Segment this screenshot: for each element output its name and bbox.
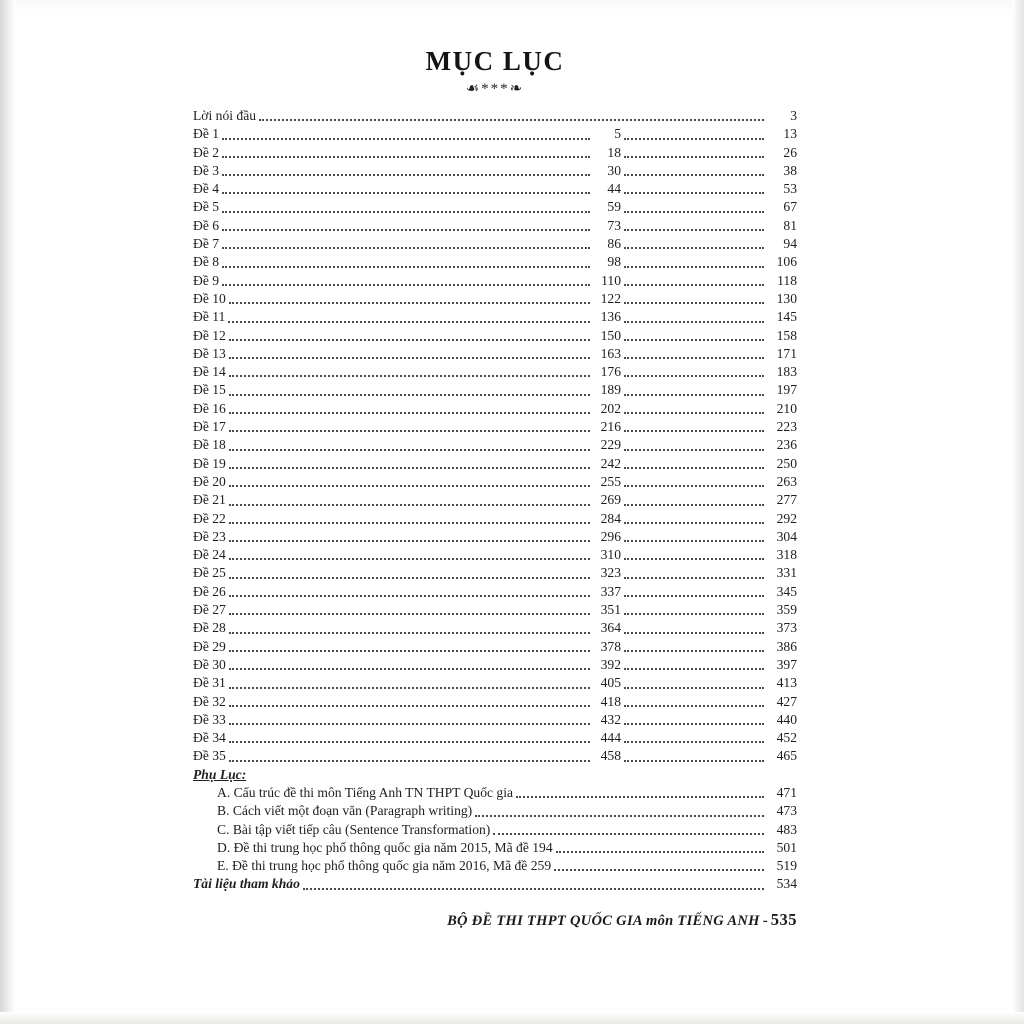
first-page-number: 5 [614, 126, 621, 142]
first-page-number: 242 [600, 455, 621, 471]
footer-page-number: 535 [770, 909, 797, 929]
page-title: MỤC LỤC [425, 46, 565, 76]
entry-label: Đề 17 [193, 419, 226, 435]
dotted-leader [624, 156, 764, 158]
last-page-number: 38 [783, 162, 797, 178]
toc-entry-row [193, 747, 797, 765]
dotted-leader [229, 558, 590, 560]
first-page-number: 18 [607, 144, 621, 160]
entry-label: Đề 3 [193, 162, 220, 178]
page-number: 473 [776, 803, 797, 819]
last-page-number: 183 [776, 364, 797, 380]
appendix-item-row [193, 802, 797, 820]
last-page-number: 81 [783, 217, 797, 233]
toc-entry-row [193, 491, 797, 509]
toc-entry-row [193, 381, 797, 399]
entry-label: Tài liệu tham khảo [193, 876, 300, 892]
dotted-leader [229, 687, 590, 689]
dotted-leader [624, 412, 764, 414]
last-page-number: 331 [776, 565, 797, 581]
toc-entry-row [193, 272, 797, 290]
toc-entry-row [193, 619, 797, 637]
entry-label: Đề 8 [193, 254, 220, 270]
dotted-leader [624, 321, 764, 323]
first-page-number: 98 [607, 254, 621, 270]
last-page-number: 373 [776, 620, 797, 636]
dotted-leader [229, 375, 590, 377]
last-page-number: 158 [776, 327, 797, 343]
toc-entry-row [193, 253, 797, 271]
last-page-number: 171 [776, 345, 797, 361]
page-number: 483 [776, 821, 797, 837]
dotted-leader [229, 595, 590, 597]
last-page-number: 427 [776, 693, 797, 709]
footer-text: BỘ ĐỀ THI THPT QUỐC GIA môn TIẾNG ANH [447, 912, 760, 929]
page-number: 3 [790, 108, 797, 123]
toc-entry-row [193, 510, 797, 528]
first-page-number: 364 [600, 620, 621, 636]
dotted-leader [229, 467, 590, 469]
last-page-number: 106 [776, 254, 797, 270]
page-number: 519 [776, 858, 797, 874]
dotted-leader [624, 668, 764, 670]
dotted-leader [624, 760, 764, 762]
appendix-item-row [193, 784, 797, 802]
first-page-number: 229 [600, 437, 621, 453]
dotted-leader [222, 192, 590, 194]
dotted-leader [229, 723, 590, 725]
toc-entry-row [193, 125, 797, 143]
entry-label: Đề 25 [193, 565, 226, 581]
entry-label: Đề 18 [193, 437, 226, 453]
first-page-number: 444 [600, 730, 621, 746]
toc-entry-row [193, 235, 797, 253]
dotted-leader [229, 302, 590, 304]
entry-label: B. Cách viết một đoạn văn (Paragraph writing) [217, 803, 473, 819]
entry-label: Đề 24 [193, 547, 226, 563]
appendix-item-row [193, 821, 797, 839]
dotted-leader [229, 504, 590, 506]
toc-entry-row [193, 180, 797, 198]
toc-entry-row [193, 455, 797, 473]
last-page-number: 53 [783, 181, 797, 197]
dotted-leader [624, 247, 764, 249]
dotted-leader [229, 357, 590, 359]
dotted-leader [624, 558, 764, 560]
first-page-number: 405 [600, 675, 621, 691]
page-number: 534 [776, 876, 797, 892]
dotted-leader [624, 192, 764, 194]
last-page-number: 67 [783, 199, 797, 215]
entry-label: Đề 35 [193, 748, 226, 764]
dotted-leader [229, 650, 590, 652]
dotted-leader [229, 668, 590, 670]
first-page-number: 378 [600, 638, 621, 654]
first-page-number: 432 [600, 711, 621, 727]
entry-label: Đề 13 [193, 345, 226, 361]
first-page-number: 337 [600, 583, 621, 599]
dotted-leader [624, 174, 764, 176]
dotted-leader [229, 760, 590, 762]
last-page-number: 359 [776, 602, 797, 618]
toc-entry-row [193, 711, 797, 729]
dotted-leader [222, 266, 590, 268]
dotted-leader [229, 485, 590, 487]
toc-entry-row [193, 638, 797, 656]
toc-entry-row [193, 418, 797, 436]
entry-label: Đề 33 [193, 711, 226, 727]
first-page-number: 150 [600, 327, 621, 343]
toc-entry-row [193, 363, 797, 381]
last-page-number: 26 [783, 144, 797, 160]
entry-label: Đề 29 [193, 638, 226, 654]
first-page-number: 110 [601, 272, 621, 288]
references-row [193, 875, 797, 893]
title-ornament: ☙***❧ [465, 81, 525, 97]
last-page-number: 345 [776, 583, 797, 599]
dotted-leader [624, 632, 764, 634]
last-page-number: 263 [776, 473, 797, 489]
footer-separator: - [762, 912, 768, 929]
entry-label: Đề 12 [193, 327, 226, 343]
toc-entry-row [193, 400, 797, 418]
dotted-leader [624, 302, 764, 304]
toc-entry-row [193, 308, 797, 326]
page-content [193, 46, 797, 930]
first-page-number: 44 [607, 181, 621, 197]
toc-entry-row [193, 693, 797, 711]
appendix-header-row [193, 766, 797, 784]
dotted-leader [624, 540, 764, 542]
entry-label: Đề 1 [193, 126, 220, 142]
last-page-number: 440 [776, 711, 797, 727]
entry-label: Đề 15 [193, 382, 226, 398]
entry-label: Đề 7 [193, 236, 220, 252]
last-page-number: 197 [776, 382, 797, 398]
entry-label: Đề 2 [193, 144, 220, 160]
dotted-leader [229, 540, 590, 542]
dotted-leader [222, 229, 590, 231]
first-page-number: 310 [600, 547, 621, 563]
dotted-leader [229, 394, 590, 396]
entry-label: Đề 9 [193, 272, 220, 288]
dotted-leader [229, 449, 590, 451]
toc-entry-row [193, 528, 797, 546]
dotted-leader [229, 577, 590, 579]
dotted-leader [222, 174, 590, 176]
dotted-leader [222, 247, 590, 249]
entry-label: A. Cấu trúc đề thi môn Tiếng Anh TN THPT Quốc gia [217, 784, 514, 800]
first-page-number: 136 [600, 309, 621, 325]
entry-label: Đề 19 [193, 455, 226, 471]
dotted-leader [554, 869, 764, 871]
dotted-leader [222, 138, 590, 140]
first-page-number: 30 [607, 162, 621, 178]
entry-label: Đề 32 [193, 693, 226, 709]
dotted-leader [624, 229, 764, 231]
toc-entry-row [193, 345, 797, 363]
entry-label: Đề 5 [193, 199, 220, 215]
dotted-leader [624, 266, 764, 268]
dotted-leader [475, 815, 764, 817]
first-page-number: 392 [600, 656, 621, 672]
entry-label: D. Đề thi trung học phổ thông quốc gia năm 2015, Mã đề 194 [217, 839, 553, 855]
last-page-number: 223 [776, 419, 797, 435]
first-page-number: 255 [600, 473, 621, 489]
dotted-leader [624, 705, 764, 707]
first-page-number: 163 [600, 345, 621, 361]
entry-label: Đề 6 [193, 217, 220, 233]
dotted-leader [624, 485, 764, 487]
dotted-leader [229, 613, 590, 615]
last-page-number: 452 [776, 730, 797, 746]
toc-entry-row [193, 327, 797, 345]
dotted-leader [624, 687, 764, 689]
dotted-leader [624, 138, 764, 140]
last-page-number: 318 [776, 547, 797, 563]
last-page-number: 145 [776, 309, 797, 325]
entry-label: Đề 4 [193, 181, 220, 197]
toc-entry-row [193, 162, 797, 180]
first-page-number: 122 [600, 290, 621, 306]
entry-label: Đề 14 [193, 364, 226, 380]
last-page-number: 13 [783, 126, 797, 142]
dotted-leader [303, 888, 764, 890]
dotted-leader [624, 357, 764, 359]
entry-label: Đề 27 [193, 602, 226, 618]
last-page-number: 250 [776, 455, 797, 471]
dotted-leader [259, 119, 764, 121]
last-page-number: 292 [776, 510, 797, 526]
toc-intro-row [193, 107, 797, 125]
dotted-leader [229, 741, 590, 743]
dotted-leader [229, 430, 590, 432]
dotted-leader [229, 632, 590, 634]
entry-label: Lời nói đầu [193, 108, 257, 123]
dotted-leader [624, 375, 764, 377]
first-page-number: 86 [607, 236, 621, 252]
dotted-leader [229, 412, 590, 414]
toc-entry-row [193, 546, 797, 564]
toc-entry-row [193, 198, 797, 216]
entry-label: Đề 34 [193, 730, 226, 746]
last-page-number: 118 [777, 272, 797, 288]
dotted-leader [493, 833, 764, 835]
entry-label: Đề 21 [193, 492, 226, 508]
dotted-leader [222, 156, 590, 158]
first-page-number: 216 [600, 419, 621, 435]
entry-label: E. Đề thi trung học phổ thông quốc gia năm 2016, Mã đề 259 [217, 858, 552, 874]
dotted-leader [624, 394, 764, 396]
toc-entry-row [193, 473, 797, 491]
entry-label: Đề 20 [193, 473, 226, 489]
first-page-number: 73 [607, 217, 621, 233]
toc-entry-row [193, 436, 797, 454]
first-page-number: 189 [600, 382, 621, 398]
toc-entry-row [193, 583, 797, 601]
first-page-number: 323 [600, 565, 621, 581]
entry-label: Đề 16 [193, 400, 226, 416]
dotted-leader [229, 705, 590, 707]
dotted-leader [222, 211, 590, 213]
dotted-leader [624, 595, 764, 597]
toc-entry-row [193, 674, 797, 692]
page-number: 471 [776, 784, 797, 800]
dotted-leader [624, 741, 764, 743]
page-right-edge [1012, 0, 1024, 1024]
first-page-number: 202 [600, 400, 621, 416]
dotted-leader [624, 613, 764, 615]
dotted-leader [624, 504, 764, 506]
last-page-number: 413 [776, 675, 797, 691]
dotted-leader [624, 284, 764, 286]
page-number: 501 [776, 839, 797, 855]
page-footer [193, 910, 797, 930]
toc-entry-row [193, 601, 797, 619]
toc-entry-row [193, 729, 797, 747]
entry-label: Đề 23 [193, 528, 226, 544]
toc-list [193, 107, 797, 894]
last-page-number: 304 [776, 528, 797, 544]
dotted-leader [229, 522, 590, 524]
last-page-number: 236 [776, 437, 797, 453]
dotted-leader [229, 339, 590, 341]
entry-label: Đề 30 [193, 656, 226, 672]
last-page-number: 94 [783, 236, 797, 252]
first-page-number: 296 [600, 528, 621, 544]
last-page-number: 465 [776, 748, 797, 764]
last-page-number: 210 [776, 400, 797, 416]
entry-label: Đề 28 [193, 620, 226, 636]
appendix-item-row [193, 857, 797, 875]
dotted-leader [624, 522, 764, 524]
first-page-number: 351 [600, 602, 621, 618]
first-page-number: 269 [600, 492, 621, 508]
toc-entry-row [193, 564, 797, 582]
toc-entry-row [193, 217, 797, 235]
last-page-number: 397 [776, 656, 797, 672]
page-bottom-edge [0, 1012, 1024, 1024]
last-page-number: 130 [776, 290, 797, 306]
first-page-number: 176 [600, 364, 621, 380]
toc-entry-row [193, 144, 797, 162]
entry-label: Đề 10 [193, 290, 226, 306]
dotted-leader [624, 723, 764, 725]
last-page-number: 277 [776, 492, 797, 508]
toc-entry-row [193, 656, 797, 674]
dotted-leader [624, 449, 764, 451]
page-left-edge [0, 0, 16, 1024]
entry-label: Phụ Lục: [193, 766, 247, 782]
entry-label: Đề 11 [193, 309, 226, 325]
first-page-number: 418 [600, 693, 621, 709]
entry-label: Đề 31 [193, 675, 226, 691]
dotted-leader [228, 321, 590, 323]
entry-label: C. Bài tập viết tiếp câu (Sentence Transformation) [217, 821, 491, 837]
toc-entry-row [193, 290, 797, 308]
entry-label: Đề 22 [193, 510, 226, 526]
dotted-leader [624, 211, 764, 213]
dotted-leader [624, 339, 764, 341]
dotted-leader [624, 467, 764, 469]
dotted-leader [624, 430, 764, 432]
first-page-number: 284 [600, 510, 621, 526]
dotted-leader [624, 577, 764, 579]
entry-label: Đề 26 [193, 583, 226, 599]
dotted-leader [222, 284, 590, 286]
first-page-number: 59 [607, 199, 621, 215]
last-page-number: 386 [776, 638, 797, 654]
first-page-number: 458 [600, 748, 621, 764]
dotted-leader [624, 650, 764, 652]
dotted-leader [516, 796, 764, 798]
appendix-item-row [193, 839, 797, 857]
dotted-leader [556, 851, 764, 853]
